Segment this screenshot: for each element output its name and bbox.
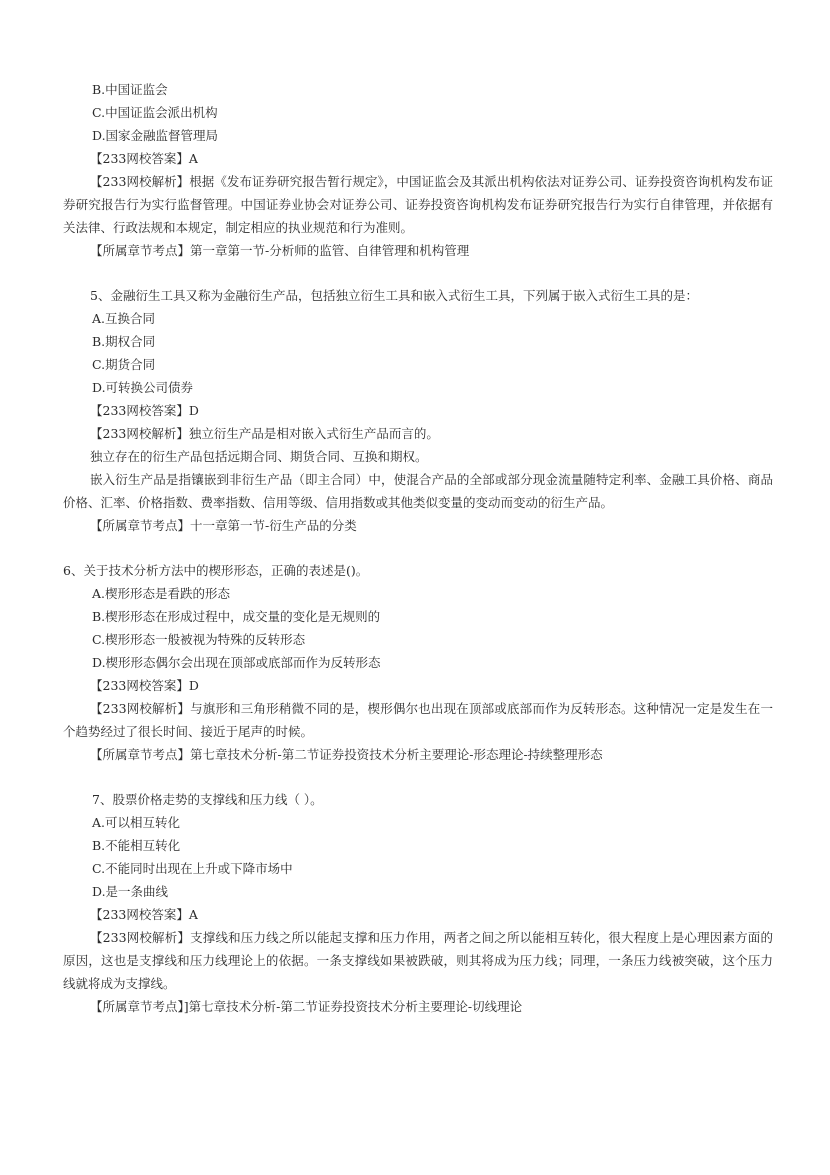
option-b: B.中国证监会 bbox=[92, 82, 168, 97]
option-c: C.中国证监会派出机构 bbox=[92, 105, 218, 120]
analysis: 【233网校解析】根据《发布证券研究报告暂行规定》，中国证监会及其派出机构依法对证券公司、证券投资咨询机构发布证券研究报告行为实行监督管理。中国证券业协会对证券公司、证券投资咨询机构发布证券研究报告行为实行自律管理，并依据有关法律、行政法规和本规定，制定相应的执业规范和行为准则。 bbox=[63, 174, 773, 235]
option-b: B.不能相互转化 bbox=[92, 838, 181, 853]
question-5 bbox=[63, 284, 773, 537]
chapter-point: 【所属章节考点】十一章第一节-衍生产品的分类 bbox=[90, 518, 357, 533]
question-text: 5、金融衍生工具又称为金融衍生产品，包括独立衍生工具和嵌入式衍生工具，下列属于嵌入式衍生工具的是： bbox=[90, 288, 698, 303]
option-c: C.期货合同 bbox=[92, 357, 156, 372]
option-a: A.互换合同 bbox=[92, 311, 156, 326]
answer: 【233网校答案】A bbox=[90, 151, 198, 166]
chapter-point: 【所属章节考点】第一章第一节-分析师的监管、自律管理和机构管理 bbox=[90, 243, 470, 258]
option-d: D.楔形形态偶尔会出现在顶部或底部而作为反转形态 bbox=[92, 655, 381, 670]
option-b: B.期权合同 bbox=[92, 334, 156, 349]
analysis: 【233网校解析】与旗形和三角形稍微不同的是，楔形偶尔也出现在顶部或底部而作为反转形态。这种情况一定是发生在一个趋势经过了很长时间、接近于尾声的时候。 bbox=[63, 701, 773, 739]
option-c: C.楔形形态一般被视为特殊的反转形态 bbox=[92, 632, 306, 647]
question-7 bbox=[63, 788, 773, 1018]
option-c: C.不能同时出现在上升或下降市场中 bbox=[92, 861, 293, 876]
chapter-point: 【所属章节考点】]第七章技术分析-第二节证券投资技术分析主要理论-切线理论 bbox=[90, 999, 523, 1014]
document-page bbox=[63, 78, 773, 1018]
question-4-tail bbox=[63, 78, 773, 262]
option-d: D.国家金融监督管理局 bbox=[92, 128, 219, 143]
analysis-cont: 嵌入衍生产品是指镶嵌到非衍生产品（即主合同）中，使混合产品的全部或部分现金流量随特定利率、金融工具价格、商品价格、汇率、价格指数、费率指数、信用等级、信用指数或其他类似变量的变动而变动的衍生产品。 bbox=[63, 472, 773, 510]
option-b: B.楔形形态在形成过程中，成交量的变化是无规则的 bbox=[92, 609, 381, 624]
question-text: 6、关于技术分析方法中的楔形形态，正确的表述是()。 bbox=[63, 563, 369, 578]
analysis: 【233网校解析】支撑线和压力线之所以能起支撑和压力作用，两者之间之所以能相互转化，很大程度上是心理因素方面的原因，这也是支撑线和压力线理论上的依据。一条支撑线如果被跌破，则其将成为压力线；同理，一条压力线被突破，这个压力线就将成为支撑线。 bbox=[63, 930, 773, 991]
option-a: A.楔形形态是看跌的形态 bbox=[92, 586, 231, 601]
analysis: 【233网校解析】独立衍生产品是相对嵌入式衍生产品而言的。 bbox=[90, 426, 439, 441]
answer: 【233网校答案】D bbox=[90, 403, 199, 418]
answer: 【233网校答案】D bbox=[90, 678, 199, 693]
chapter-point: 【所属章节考点】第七章技术分析-第二节证券投资技术分析主要理论-形态理论-持续整理形态 bbox=[90, 747, 603, 762]
question-text: 7、股票价格走势的支撑线和压力线（ ）。 bbox=[92, 792, 323, 807]
option-a: A.可以相互转化 bbox=[92, 815, 181, 830]
option-d: D.是一条曲线 bbox=[92, 884, 169, 899]
option-d: D.可转换公司债券 bbox=[92, 380, 194, 395]
analysis-cont: 独立存在的衍生产品包括远期合同、期货合同、互换和期权。 bbox=[90, 449, 428, 464]
answer: 【233网校答案】A bbox=[90, 907, 198, 922]
question-6 bbox=[63, 559, 773, 766]
